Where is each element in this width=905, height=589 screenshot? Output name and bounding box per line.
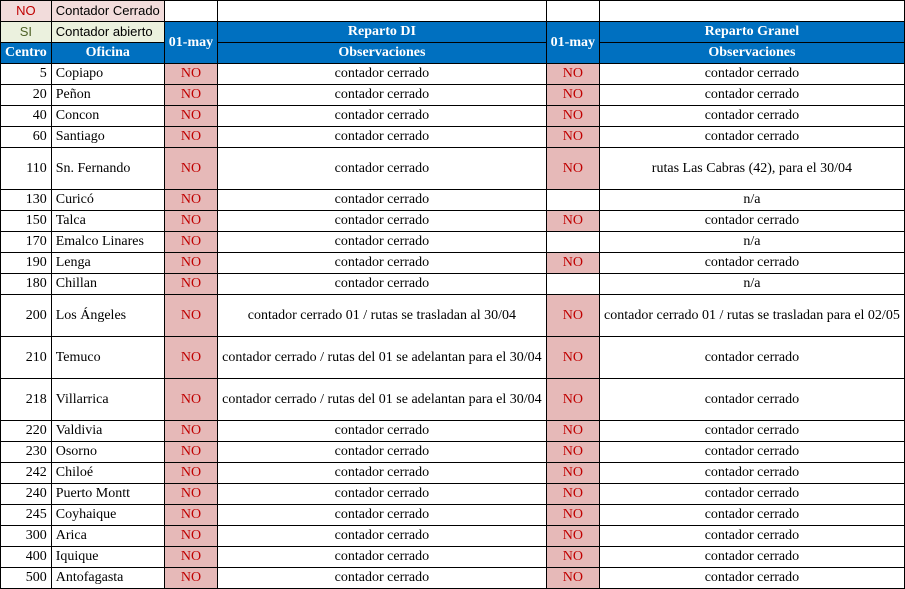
- di-flag-cell: NO: [164, 232, 217, 253]
- di-flag-cell: NO: [164, 190, 217, 211]
- granel-flag-cell: NO: [546, 127, 599, 148]
- centro-cell: 40: [1, 106, 52, 127]
- granel-observaciones-cell: contador cerrado: [600, 64, 905, 85]
- di-observaciones-cell: contador cerrado: [218, 85, 547, 106]
- di-flag-cell: NO: [164, 211, 217, 232]
- oficina-cell: Antofagasta: [51, 568, 164, 589]
- legend-si-code: SI: [1, 22, 52, 43]
- granel-observaciones-cell: contador cerrado: [600, 547, 905, 568]
- di-flag-cell: NO: [164, 274, 217, 295]
- granel-observaciones-cell: contador cerrado: [600, 85, 905, 106]
- di-flag-cell: NO: [164, 442, 217, 463]
- granel-observaciones-cell: n/a: [600, 274, 905, 295]
- centro-cell: 150: [1, 211, 52, 232]
- oficina-cell: Valdivia: [51, 421, 164, 442]
- di-flag-cell: NO: [164, 421, 217, 442]
- granel-flag-cell: NO: [546, 295, 599, 337]
- granel-flag-cell: NO: [546, 526, 599, 547]
- centro-cell: 210: [1, 337, 52, 379]
- observaciones-granel-header: Observaciones: [600, 43, 905, 64]
- di-flag-cell: NO: [164, 526, 217, 547]
- centro-cell: 230: [1, 442, 52, 463]
- di-observaciones-cell: contador cerrado / rutas del 01 se adelantan para el 30/04: [218, 337, 547, 379]
- centro-cell: 218: [1, 379, 52, 421]
- oficina-cell: Copiapo: [51, 64, 164, 85]
- di-flag-cell: NO: [164, 463, 217, 484]
- table-row: [1, 526, 905, 547]
- granel-flag-cell: NO: [546, 211, 599, 232]
- centro-cell: 190: [1, 253, 52, 274]
- granel-flag-cell: NO: [546, 505, 599, 526]
- table-row: [1, 64, 905, 85]
- di-observaciones-cell: contador cerrado: [218, 64, 547, 85]
- granel-observaciones-cell: contador cerrado: [600, 526, 905, 547]
- granel-observaciones-cell: contador cerrado: [600, 484, 905, 505]
- table-row: [1, 85, 905, 106]
- di-observaciones-cell: contador cerrado: [218, 148, 547, 190]
- granel-observaciones-cell: contador cerrado: [600, 442, 905, 463]
- table-row: [1, 127, 905, 148]
- di-flag-cell: NO: [164, 568, 217, 589]
- oficina-cell: Sn. Fernando: [51, 148, 164, 190]
- granel-observaciones-cell: contador cerrado: [600, 211, 905, 232]
- di-flag-cell: NO: [164, 505, 217, 526]
- di-observaciones-cell: contador cerrado: [218, 211, 547, 232]
- granel-flag-cell: [546, 232, 599, 253]
- centro-cell: 5: [1, 64, 52, 85]
- oficina-cell: Concon: [51, 106, 164, 127]
- table-row: [1, 148, 905, 190]
- oficina-cell: Talca: [51, 211, 164, 232]
- centro-cell: 130: [1, 190, 52, 211]
- table-row: [1, 484, 905, 505]
- di-flag-cell: NO: [164, 484, 217, 505]
- granel-observaciones-cell: contador cerrado: [600, 127, 905, 148]
- granel-flag-cell: NO: [546, 463, 599, 484]
- granel-observaciones-cell: contador cerrado: [600, 463, 905, 484]
- oficina-cell: Curicó: [51, 190, 164, 211]
- oficina-cell: Lenga: [51, 253, 164, 274]
- di-flag-cell: NO: [164, 253, 217, 274]
- di-observaciones-cell: contador cerrado: [218, 274, 547, 295]
- table-row: [1, 253, 905, 274]
- table-row: [1, 106, 905, 127]
- header-row-2: [1, 43, 905, 64]
- centro-cell: 200: [1, 295, 52, 337]
- table-row: [1, 274, 905, 295]
- di-flag-cell: NO: [164, 106, 217, 127]
- oficina-cell: Emalco Linares: [51, 232, 164, 253]
- centro-cell: 180: [1, 274, 52, 295]
- granel-observaciones-cell: n/a: [600, 232, 905, 253]
- granel-flag-cell: NO: [546, 337, 599, 379]
- di-observaciones-cell: contador cerrado: [218, 463, 547, 484]
- granel-flag-cell: NO: [546, 484, 599, 505]
- centro-cell: 240: [1, 484, 52, 505]
- table-row: [1, 463, 905, 484]
- oficina-cell: Peñon: [51, 85, 164, 106]
- di-observaciones-cell: contador cerrado: [218, 547, 547, 568]
- granel-flag-cell: [546, 190, 599, 211]
- granel-observaciones-cell: contador cerrado: [600, 337, 905, 379]
- centro-cell: 245: [1, 505, 52, 526]
- granel-flag-cell: NO: [546, 85, 599, 106]
- oficina-cell: Coyhaique: [51, 505, 164, 526]
- granel-observaciones-cell: contador cerrado: [600, 505, 905, 526]
- centro-cell: 300: [1, 526, 52, 547]
- di-flag-cell: NO: [164, 547, 217, 568]
- granel-observaciones-cell: n/a: [600, 190, 905, 211]
- granel-observaciones-cell: contador cerrado: [600, 106, 905, 127]
- granel-observaciones-cell: contador cerrado: [600, 568, 905, 589]
- table-row: [1, 190, 905, 211]
- granel-flag-cell: NO: [546, 379, 599, 421]
- reparto-granel-header: Reparto Granel: [600, 22, 905, 43]
- legend-no-code: NO: [1, 1, 52, 22]
- oficina-cell: Villarrica: [51, 379, 164, 421]
- di-flag-cell: NO: [164, 379, 217, 421]
- table-row: [1, 295, 905, 337]
- oficina-cell: Santiago: [51, 127, 164, 148]
- table-row: [1, 337, 905, 379]
- granel-observaciones-cell: contador cerrado: [600, 253, 905, 274]
- granel-flag-cell: NO: [546, 148, 599, 190]
- granel-observaciones-cell: contador cerrado: [600, 421, 905, 442]
- granel-flag-cell: NO: [546, 442, 599, 463]
- table-row: [1, 379, 905, 421]
- oficina-cell: Chillan: [51, 274, 164, 295]
- oficina-cell: Chiloé: [51, 463, 164, 484]
- granel-flag-cell: NO: [546, 547, 599, 568]
- granel-flag-cell: NO: [546, 568, 599, 589]
- oficina-cell: Osorno: [51, 442, 164, 463]
- table-row: [1, 547, 905, 568]
- di-observaciones-cell: contador cerrado: [218, 253, 547, 274]
- date-header-granel: 01-may: [546, 22, 599, 64]
- di-flag-cell: NO: [164, 127, 217, 148]
- centro-cell: 500: [1, 568, 52, 589]
- table-row: [1, 442, 905, 463]
- centro-cell: 170: [1, 232, 52, 253]
- legend-row-no: [1, 1, 905, 22]
- di-observaciones-cell: contador cerrado: [218, 505, 547, 526]
- oficina-header: Oficina: [51, 43, 164, 64]
- observaciones-di-header: Observaciones: [218, 43, 547, 64]
- centro-cell: 400: [1, 547, 52, 568]
- date-header-di: 01-may: [164, 22, 217, 64]
- granel-flag-cell: NO: [546, 64, 599, 85]
- centro-cell: 60: [1, 127, 52, 148]
- granel-observaciones-cell: rutas Las Cabras (42), para el 30/04: [600, 148, 905, 190]
- di-flag-cell: NO: [164, 337, 217, 379]
- di-observaciones-cell: contador cerrado: [218, 484, 547, 505]
- di-flag-cell: NO: [164, 85, 217, 106]
- table-row: [1, 568, 905, 589]
- table-row: [1, 421, 905, 442]
- di-flag-cell: NO: [164, 64, 217, 85]
- legend-no-label: Contador Cerrado: [51, 1, 164, 22]
- di-observaciones-cell: contador cerrado: [218, 106, 547, 127]
- granel-flag-cell: NO: [546, 421, 599, 442]
- di-observaciones-cell: contador cerrado: [218, 568, 547, 589]
- oficina-cell: Arica: [51, 526, 164, 547]
- header-row-1: [1, 22, 905, 43]
- di-flag-cell: NO: [164, 148, 217, 190]
- oficina-cell: Los Ángeles: [51, 295, 164, 337]
- reparto-di-header: Reparto DI: [218, 22, 547, 43]
- centro-cell: 20: [1, 85, 52, 106]
- legend-si-label: Contador abierto: [51, 22, 164, 43]
- centro-cell: 220: [1, 421, 52, 442]
- oficina-cell: Puerto Montt: [51, 484, 164, 505]
- di-observaciones-cell: contador cerrado: [218, 232, 547, 253]
- di-observaciones-cell: contador cerrado: [218, 127, 547, 148]
- di-observaciones-cell: contador cerrado: [218, 526, 547, 547]
- centro-cell: 242: [1, 463, 52, 484]
- oficina-cell: Temuco: [51, 337, 164, 379]
- granel-observaciones-cell: contador cerrado: [600, 379, 905, 421]
- di-flag-cell: NO: [164, 295, 217, 337]
- di-observaciones-cell: contador cerrado 01 / rutas se trasladan al 30/04: [218, 295, 547, 337]
- granel-flag-cell: NO: [546, 253, 599, 274]
- table-row: [1, 211, 905, 232]
- centro-cell: 110: [1, 148, 52, 190]
- oficina-cell: Iquique: [51, 547, 164, 568]
- granel-flag-cell: [546, 274, 599, 295]
- di-observaciones-cell: contador cerrado / rutas del 01 se adelantan para el 30/04: [218, 379, 547, 421]
- di-observaciones-cell: contador cerrado: [218, 421, 547, 442]
- granel-flag-cell: NO: [546, 106, 599, 127]
- di-observaciones-cell: contador cerrado: [218, 190, 547, 211]
- table-row: [1, 232, 905, 253]
- granel-observaciones-cell: contador cerrado 01 / rutas se trasladan para el 02/05: [600, 295, 905, 337]
- centro-header: Centro: [1, 43, 52, 64]
- di-observaciones-cell: contador cerrado: [218, 442, 547, 463]
- table-row: [1, 505, 905, 526]
